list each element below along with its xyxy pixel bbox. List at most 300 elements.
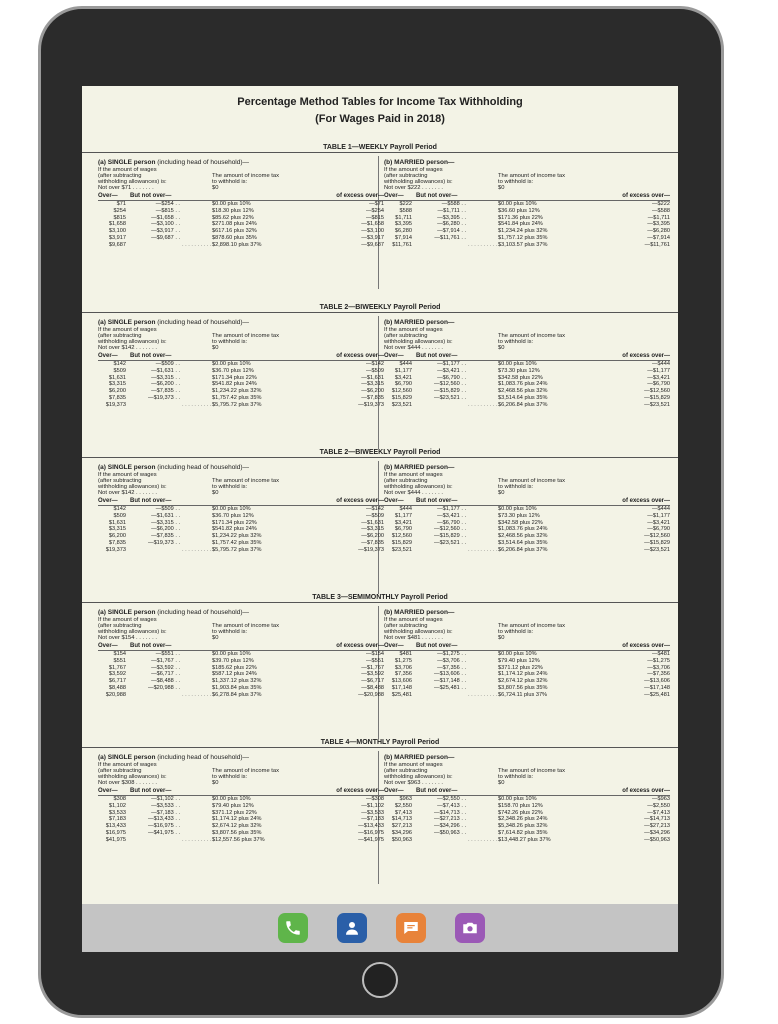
but-not-over-header: But not over— bbox=[130, 193, 172, 199]
withhold-cell: $3,514.64 plus 35% bbox=[498, 394, 548, 401]
tablet-screen bbox=[82, 86, 678, 952]
not-over-cell: —$7,413 . . bbox=[437, 802, 466, 809]
single-person-section bbox=[98, 159, 384, 249]
tax-label-lines bbox=[212, 173, 279, 185]
excess-header: of excess over— bbox=[622, 353, 670, 359]
table-row bbox=[98, 388, 384, 395]
over-cell: $20,988 bbox=[105, 691, 126, 698]
not-over-cell: —$13,606 . . bbox=[433, 671, 466, 678]
excess-cell: —$3,533 bbox=[361, 809, 384, 816]
single-heading-bold: (a) SINGLE person bbox=[98, 319, 156, 326]
over-cell: $15,829 bbox=[391, 394, 412, 401]
not-over-label: Not over $444 . . . . . . . bbox=[384, 345, 443, 351]
withhold-cell: $3,807.56 plus 35% bbox=[212, 829, 262, 836]
over-cell: $3,421 bbox=[394, 374, 412, 381]
withhold-cell: $1,337.12 plus 32% bbox=[212, 678, 262, 685]
over-cell: $8,488 bbox=[108, 684, 126, 691]
wages-tax-label-row bbox=[98, 768, 384, 780]
table-row bbox=[98, 208, 384, 215]
excess-header: of excess over— bbox=[622, 643, 670, 649]
not-over-row bbox=[384, 780, 670, 787]
but-not-over-header: But not over— bbox=[416, 498, 458, 504]
tax-label-line2: to withhold is: bbox=[498, 629, 534, 635]
withhold-cell: $39.70 plus 12% bbox=[212, 657, 254, 664]
column-headers bbox=[384, 192, 670, 201]
tax-label-line2: to withhold is: bbox=[212, 179, 248, 185]
over-cell: $588 bbox=[399, 207, 412, 214]
table-row bbox=[384, 540, 670, 547]
tax-label-line1: The amount of income tax bbox=[498, 333, 566, 339]
withhold-cell: $1,757.42 plus 35% bbox=[212, 539, 262, 546]
withhold-cell: $36.70 plus 12% bbox=[212, 367, 254, 374]
but-not-over-header: But not over— bbox=[130, 498, 172, 504]
table-row bbox=[98, 533, 384, 540]
not-over-cell: —$3,706 . . bbox=[437, 657, 466, 664]
over-cell: $71 bbox=[116, 201, 126, 207]
withhold-cell: $73.30 plus 12% bbox=[498, 512, 540, 519]
married-person-section bbox=[384, 319, 670, 409]
excess-cell: —$1,711 bbox=[647, 214, 670, 221]
table-row bbox=[384, 215, 670, 222]
not-over-tax: $0 bbox=[212, 185, 219, 191]
excess-cell: —$222 bbox=[651, 201, 670, 207]
not-over-row bbox=[98, 780, 384, 787]
over-cell: $7,835 bbox=[108, 394, 126, 401]
not-over-cell: —$6,280 . . bbox=[437, 221, 466, 228]
table-row bbox=[384, 651, 670, 658]
not-over-cell: —$20,988 . . bbox=[147, 684, 180, 691]
excess-cell: —$1,631 bbox=[361, 374, 384, 381]
excess-cell: —$1,102 bbox=[361, 802, 384, 809]
table-row bbox=[98, 816, 384, 823]
withhold-cell: $0.00 plus 10% bbox=[212, 361, 251, 367]
over-cell: $3,592 bbox=[108, 671, 126, 678]
leader-dots: . . . . . . . . . . . bbox=[468, 401, 501, 408]
tax-label-line1: The amount of income tax bbox=[212, 768, 280, 774]
table-row bbox=[384, 665, 670, 672]
leader-dots: . . . . . . . . . . . bbox=[182, 241, 215, 248]
tax-label-line1: The amount of income tax bbox=[212, 478, 280, 484]
column-headers bbox=[98, 352, 384, 361]
not-over-cell: —$1,275 . . bbox=[437, 651, 466, 657]
tax-label-lines bbox=[212, 768, 279, 780]
leader-dots: . . . . . . . . . . . bbox=[468, 691, 501, 698]
withhold-cell: $0.00 plus 10% bbox=[498, 651, 537, 657]
excess-cell: —$6,200 bbox=[361, 533, 384, 540]
not-over-cell: —$23,521 . . bbox=[433, 539, 466, 546]
over-cell: $19,373 bbox=[105, 401, 126, 408]
phone-icon bbox=[284, 919, 302, 937]
withhold-cell: $7,614.82 plus 35% bbox=[498, 829, 548, 836]
withhold-cell: $0.00 plus 10% bbox=[498, 361, 537, 367]
over-header: Over— bbox=[98, 788, 118, 794]
not-over-tax: $0 bbox=[212, 345, 219, 351]
single-heading-bold: (a) SINGLE person bbox=[98, 754, 156, 761]
excess-cell: —$142 bbox=[365, 361, 384, 367]
over-cell: $142 bbox=[113, 361, 126, 367]
withhold-cell: $0.00 plus 10% bbox=[212, 796, 251, 802]
over-cell: $142 bbox=[113, 506, 126, 512]
not-over-cell: —$551 . . bbox=[155, 651, 180, 657]
not-over-cell: —$1,711 . . bbox=[437, 207, 466, 214]
withhold-cell: $1,757.12 plus 35% bbox=[498, 234, 548, 241]
table-row bbox=[384, 685, 670, 692]
over-cell: $9,687 bbox=[108, 241, 126, 248]
withhold-cell: $1,174.12 plus 24% bbox=[212, 816, 262, 823]
table-row bbox=[98, 506, 384, 513]
tax-label-line2: to withhold is: bbox=[212, 629, 248, 635]
over-cell: $154 bbox=[113, 651, 126, 657]
over-cell: $23,521 bbox=[391, 546, 412, 553]
not-over-tax: $0 bbox=[498, 345, 505, 351]
withhold-cell: $371.12 plus 22% bbox=[212, 809, 257, 816]
but-not-over-header: But not over— bbox=[416, 643, 458, 649]
over-header: Over— bbox=[98, 193, 118, 199]
excess-cell: —$3,395 bbox=[647, 221, 670, 228]
over-cell: $3,533 bbox=[108, 809, 126, 816]
not-over-row bbox=[384, 185, 670, 192]
wages-label-line2: (after subtracting bbox=[98, 623, 142, 629]
not-over-cell: —$1,631 . . bbox=[151, 367, 180, 374]
excess-cell: —$1,658 bbox=[361, 221, 384, 228]
wages-label-line2: (after subtracting bbox=[384, 768, 428, 774]
over-cell: $6,200 bbox=[108, 388, 126, 395]
not-over-cell: —$7,835 . . bbox=[151, 388, 180, 395]
table-row bbox=[384, 208, 670, 215]
single-heading bbox=[98, 319, 384, 327]
table-title: TABLE 3—SEMIMONTHLY Payroll Period bbox=[82, 594, 678, 603]
table-row bbox=[384, 361, 670, 368]
not-over-row bbox=[384, 635, 670, 642]
wages-label-line1: If the amount of wages bbox=[384, 617, 443, 623]
over-cell: $1,658 bbox=[108, 221, 126, 228]
over-cell: $3,315 bbox=[108, 381, 126, 388]
over-cell: $23,521 bbox=[391, 401, 412, 408]
wages-label-line3: withholding allowances) is: bbox=[98, 629, 167, 635]
excess-cell: —$6,790 bbox=[647, 381, 670, 388]
not-over-cell: —$50,963 . . bbox=[433, 829, 466, 836]
table-row bbox=[384, 692, 670, 699]
not-over-cell: —$7,835 . . bbox=[151, 533, 180, 540]
over-cell: $1,102 bbox=[108, 802, 126, 809]
over-cell: $6,790 bbox=[394, 381, 412, 388]
table-row bbox=[98, 520, 384, 527]
not-over-cell: —$7,356 . . bbox=[437, 664, 466, 671]
tax-label-line1: The amount of income tax bbox=[212, 623, 280, 629]
table-row bbox=[98, 228, 384, 235]
phone-app-button[interactable] bbox=[278, 913, 308, 943]
over-cell: $7,914 bbox=[394, 234, 412, 241]
not-over-tax: $0 bbox=[498, 490, 505, 496]
home-button[interactable] bbox=[362, 962, 398, 998]
table-row bbox=[98, 513, 384, 520]
table-row bbox=[98, 810, 384, 817]
not-over-cell: —$815 . . bbox=[155, 207, 180, 214]
table-row bbox=[384, 395, 670, 402]
excess-cell: —$13,433 bbox=[358, 823, 384, 830]
withhold-cell: $271.08 plus 24% bbox=[212, 221, 257, 228]
married-heading bbox=[384, 159, 670, 167]
camera-app-button[interactable] bbox=[455, 913, 485, 943]
not-over-cell: —$19,373 . . bbox=[147, 539, 180, 546]
married-person-section bbox=[384, 609, 670, 699]
table-row bbox=[98, 235, 384, 242]
excess-cell: —$3,315 bbox=[361, 526, 384, 533]
not-over-label: Not over $963 . . . . . . . bbox=[384, 780, 443, 786]
leader-dots: . . . . . . . . . . . bbox=[182, 691, 215, 698]
excess-header: of excess over— bbox=[336, 643, 384, 649]
married-heading bbox=[384, 319, 670, 327]
table-title: TABLE 2—BIWEEKLY Payroll Period bbox=[82, 449, 678, 458]
wages-label-line2: (after subtracting bbox=[98, 173, 142, 179]
tax-label-lines bbox=[498, 333, 565, 345]
wages-tax-label-row bbox=[384, 173, 670, 185]
withhold-cell: $5,795.72 plus 37% bbox=[212, 401, 262, 408]
table-row bbox=[98, 803, 384, 810]
over-header: Over— bbox=[98, 498, 118, 504]
over-cell: $16,975 bbox=[105, 829, 126, 836]
over-cell: $17,148 bbox=[391, 684, 412, 691]
excess-cell: —$142 bbox=[365, 506, 384, 512]
tax-label-lines bbox=[498, 768, 565, 780]
married-person-section bbox=[384, 754, 670, 844]
withhold-cell: $0.00 plus 10% bbox=[498, 506, 537, 512]
not-over-row bbox=[384, 490, 670, 497]
not-over-cell: —$27,213 . . bbox=[433, 816, 466, 823]
wages-tax-label-row bbox=[98, 173, 384, 185]
table-row bbox=[384, 368, 670, 375]
excess-header: of excess over— bbox=[622, 498, 670, 504]
over-header: Over— bbox=[384, 193, 404, 199]
married-heading-bold: (b) MARRIED person— bbox=[384, 159, 455, 166]
excess-cell: —$509 bbox=[365, 512, 384, 519]
excess-cell: —$7,183 bbox=[361, 816, 384, 823]
not-over-tax: $0 bbox=[212, 490, 219, 496]
leader-dots: . . . . . . . . . . . bbox=[182, 836, 215, 843]
wages-label-line3: withholding allowances) is: bbox=[384, 179, 453, 185]
excess-header: of excess over— bbox=[336, 353, 384, 359]
excess-cell: —$3,315 bbox=[361, 381, 384, 388]
but-not-over-header: But not over— bbox=[416, 193, 458, 199]
contacts-app-button[interactable] bbox=[337, 913, 367, 943]
table-row bbox=[98, 540, 384, 547]
app-dock bbox=[82, 904, 678, 952]
withhold-cell: $2,468.56 plus 32% bbox=[498, 533, 548, 540]
over-cell: $444 bbox=[399, 506, 412, 512]
over-cell: $19,373 bbox=[105, 546, 126, 553]
excess-cell: —$15,829 bbox=[644, 394, 670, 401]
not-over-row bbox=[98, 490, 384, 497]
excess-cell: —$7,356 bbox=[647, 671, 670, 678]
withhold-cell: $2,468.56 plus 32% bbox=[498, 388, 548, 395]
excess-cell: —$6,790 bbox=[647, 526, 670, 533]
table-row bbox=[98, 685, 384, 692]
tax-label-line1: The amount of income tax bbox=[498, 623, 566, 629]
table-row bbox=[384, 803, 670, 810]
over-cell: $7,413 bbox=[394, 809, 412, 816]
excess-cell: —$15,829 bbox=[644, 539, 670, 546]
withhold-cell: $36.60 plus 12% bbox=[498, 207, 540, 214]
withhold-cell: $185.62 plus 22% bbox=[212, 664, 257, 671]
withhold-cell: $342.58 plus 22% bbox=[498, 374, 543, 381]
over-cell: $3,917 bbox=[108, 234, 126, 241]
over-cell: $509 bbox=[113, 367, 126, 374]
over-header: Over— bbox=[384, 353, 404, 359]
column-headers bbox=[384, 787, 670, 796]
over-cell: $13,606 bbox=[391, 678, 412, 685]
over-header: Over— bbox=[98, 643, 118, 649]
table-row bbox=[98, 242, 384, 249]
tax-label-lines bbox=[498, 623, 565, 635]
table-row bbox=[98, 402, 384, 409]
table-row bbox=[384, 388, 670, 395]
excess-cell: —$3,592 bbox=[361, 671, 384, 678]
excess-cell: —$34,296 bbox=[644, 829, 670, 836]
withhold-cell: $0.00 plus 10% bbox=[212, 201, 251, 207]
withhold-cell: $2,898.10 plus 37% bbox=[212, 241, 262, 248]
not-over-label: Not over $154 . . . . . . . bbox=[98, 635, 157, 641]
wages-label-line1: If the amount of wages bbox=[98, 327, 157, 333]
leader-dots: . . . . . . . . . . . bbox=[468, 546, 501, 553]
tax-label-line1: The amount of income tax bbox=[498, 173, 566, 179]
table-row bbox=[384, 221, 670, 228]
withhold-cell: $878.60 plus 35% bbox=[212, 234, 257, 241]
excess-cell: —$8,488 bbox=[361, 684, 384, 691]
table-row bbox=[384, 381, 670, 388]
not-over-cell: —$12,560 . . bbox=[433, 526, 466, 533]
excess-cell: —$19,373 bbox=[358, 401, 384, 408]
not-over-tax: $0 bbox=[498, 635, 505, 641]
withhold-cell: $617.16 plus 32% bbox=[212, 228, 257, 235]
over-cell: $222 bbox=[399, 201, 412, 207]
wages-label-line3: withholding allowances) is: bbox=[384, 484, 453, 490]
excess-cell: —$154 bbox=[365, 651, 384, 657]
messages-app-button[interactable] bbox=[396, 913, 426, 943]
table-row bbox=[98, 796, 384, 803]
single-person-section bbox=[98, 464, 384, 554]
over-cell: $11,761 bbox=[392, 241, 412, 248]
but-not-over-header: But not over— bbox=[130, 353, 172, 359]
not-over-cell: —$2,550 . . bbox=[437, 796, 466, 802]
withhold-cell: $1,083.76 plus 24% bbox=[498, 381, 548, 388]
not-over-cell: —$1,658 . . bbox=[151, 214, 180, 221]
table-row bbox=[384, 678, 670, 685]
excess-cell: —$588 bbox=[651, 207, 670, 214]
withhold-cell: $6,278.84 plus 37% bbox=[212, 691, 262, 698]
excess-cell: —$23,521 bbox=[644, 546, 670, 553]
column-headers bbox=[384, 497, 670, 506]
wages-label-line1: If the amount of wages bbox=[98, 472, 157, 478]
wages-label-line3: withholding allowances) is: bbox=[98, 339, 167, 345]
document-subtitle: (For Wages Paid in 2018) bbox=[315, 113, 445, 125]
wages-label-line2: (after subtracting bbox=[98, 333, 142, 339]
over-cell: $15,829 bbox=[391, 539, 412, 546]
over-cell: $7,183 bbox=[108, 816, 126, 823]
tax-label-lines bbox=[212, 623, 279, 635]
not-over-row bbox=[98, 185, 384, 192]
over-cell: $3,395 bbox=[394, 221, 412, 228]
table-row bbox=[384, 242, 670, 249]
withhold-cell: $171.36 plus 22% bbox=[498, 214, 543, 221]
wages-tax-label-row bbox=[384, 478, 670, 490]
tax-label-line1: The amount of income tax bbox=[498, 478, 566, 484]
withhold-cell: $1,083.76 plus 24% bbox=[498, 526, 548, 533]
over-cell: $6,790 bbox=[394, 526, 412, 533]
table-title: TABLE 4—MONTHLY Payroll Period bbox=[82, 739, 678, 748]
not-over-cell: —$3,421 . . bbox=[437, 367, 466, 374]
table-row bbox=[384, 810, 670, 817]
not-over-cell: —$3,592 . . bbox=[151, 664, 180, 671]
tax-label-line2: to withhold is: bbox=[498, 339, 534, 345]
excess-cell: —$509 bbox=[365, 367, 384, 374]
but-not-over-header: But not over— bbox=[416, 353, 458, 359]
not-over-cell: —$1,177 . . bbox=[437, 361, 466, 367]
not-over-cell: —$1,102 . . bbox=[151, 796, 180, 802]
not-over-cell: —$3,315 . . bbox=[151, 374, 180, 381]
not-over-label: Not over $481 . . . . . . . bbox=[384, 635, 443, 641]
not-over-label: Not over $142 . . . . . . . bbox=[98, 490, 157, 496]
withhold-cell: $5,795.72 plus 37% bbox=[212, 546, 262, 553]
single-heading-tail: (including head of household)— bbox=[155, 159, 250, 166]
excess-cell: —$19,373 bbox=[358, 546, 384, 553]
over-cell: $14,713 bbox=[391, 816, 412, 823]
withhold-cell: $171.34 plus 22% bbox=[212, 374, 257, 381]
over-cell: $13,433 bbox=[105, 823, 126, 830]
table-row bbox=[98, 201, 384, 208]
excess-cell: —$27,213 bbox=[644, 823, 670, 830]
excess-cell: —$50,963 bbox=[644, 836, 670, 843]
table-row bbox=[98, 526, 384, 533]
not-over-cell: —$3,533 . . bbox=[151, 802, 180, 809]
excess-header: of excess over— bbox=[622, 193, 670, 199]
withhold-cell: $2,348.26 plus 24% bbox=[498, 816, 548, 823]
over-cell: $1,767 bbox=[108, 664, 126, 671]
table-row bbox=[384, 235, 670, 242]
tax-label-lines bbox=[212, 333, 279, 345]
not-over-cell: —$34,296 . . bbox=[433, 823, 466, 830]
tax-document bbox=[82, 86, 678, 904]
excess-cell: —$551 bbox=[365, 657, 384, 664]
married-heading-bold: (b) MARRIED person— bbox=[384, 754, 455, 761]
table-row bbox=[98, 658, 384, 665]
not-over-cell: —$3,917 . . bbox=[151, 228, 180, 235]
withhold-cell: $6,206.84 plus 37% bbox=[498, 546, 548, 553]
not-over-cell: —$9,687 . . bbox=[151, 234, 180, 241]
withhold-cell: $3,807.56 plus 35% bbox=[498, 684, 548, 691]
over-cell: $3,421 bbox=[394, 519, 412, 526]
not-over-cell: —$3,395 . . bbox=[437, 214, 466, 221]
single-heading-tail: (including head of household)— bbox=[155, 319, 250, 326]
wages-label-line1: If the amount of wages bbox=[384, 327, 443, 333]
excess-cell: —$3,706 bbox=[647, 664, 670, 671]
tax-label-line1: The amount of income tax bbox=[212, 333, 280, 339]
table-row bbox=[98, 215, 384, 222]
excess-cell: —$41,975 bbox=[358, 836, 384, 843]
not-over-cell: —$15,829 . . bbox=[433, 533, 466, 540]
not-over-cell: —$509 . . bbox=[155, 361, 180, 367]
over-cell: $41,975 bbox=[105, 836, 126, 843]
single-person-section bbox=[98, 319, 384, 409]
not-over-cell: —$41,975 . . bbox=[147, 829, 180, 836]
but-not-over-header: But not over— bbox=[130, 643, 172, 649]
wages-label-line3: withholding allowances) is: bbox=[98, 484, 167, 490]
over-cell: $6,280 bbox=[394, 228, 412, 235]
camera-icon bbox=[461, 919, 479, 937]
table-row bbox=[384, 547, 670, 554]
excess-cell: —$963 bbox=[651, 796, 670, 802]
withhold-cell: $0.00 plus 10% bbox=[498, 796, 537, 802]
over-cell: $3,100 bbox=[108, 228, 126, 235]
